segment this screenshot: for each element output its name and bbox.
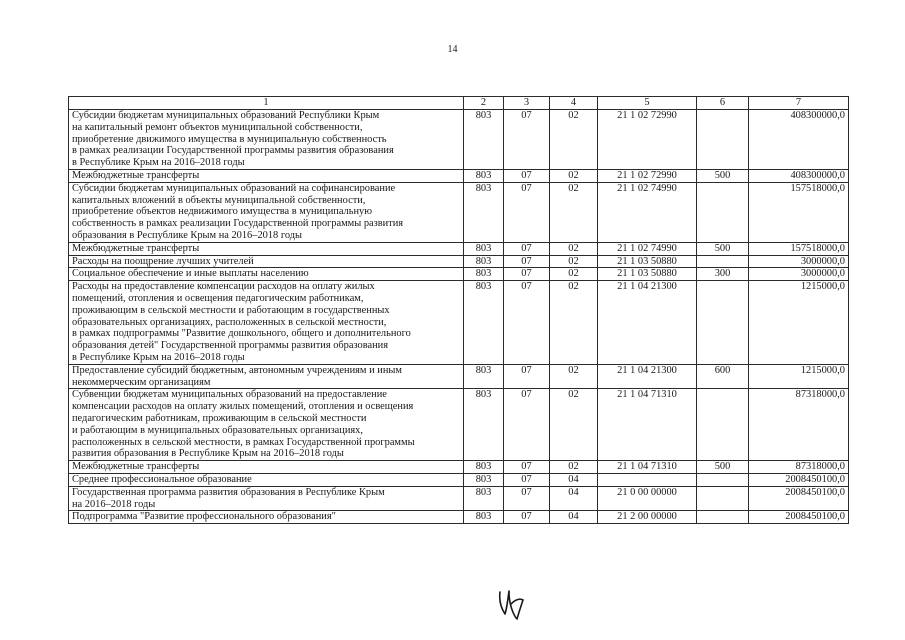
cell-admin-code: 803	[464, 170, 504, 183]
cell-admin-code: 803	[464, 281, 504, 365]
row-name	[69, 268, 464, 281]
cell-expense-type	[697, 486, 749, 511]
cell-target-article: 21 1 03 50880	[598, 255, 697, 268]
cell-target-article: 21 1 02 72990	[598, 170, 697, 183]
col-header-7: 7	[749, 97, 849, 110]
cell-section-code: 07	[504, 170, 550, 183]
cell-subsection-code: 02	[550, 389, 598, 461]
cell-target-article: 21 2 00 00000	[598, 511, 697, 524]
row-name	[69, 473, 464, 486]
cell-amount: 87318000,0	[749, 461, 849, 474]
row-name	[69, 389, 464, 461]
row-name-line: образования в Республике Крым на 2016–2018 годы	[72, 229, 302, 241]
table-row	[69, 182, 849, 242]
cell-amount: 3000000,0	[749, 255, 849, 268]
cell-expense-type: 600	[697, 364, 749, 389]
table-row	[69, 268, 849, 281]
cell-expense-type	[697, 255, 749, 268]
cell-target-article: 21 1 02 72990	[598, 110, 697, 170]
cell-subsection-code: 02	[550, 461, 598, 474]
cell-amount: 157518000,0	[749, 182, 849, 242]
row-name	[69, 486, 464, 511]
cell-subsection-code: 02	[550, 255, 598, 268]
cell-target-article: 21 1 03 50880	[598, 268, 697, 281]
cell-amount: 3000000,0	[749, 268, 849, 281]
cell-admin-code: 803	[464, 389, 504, 461]
cell-subsection-code: 02	[550, 364, 598, 389]
row-name-line: Расходы на предоставление компенсации расходов на оплату жилых	[72, 281, 375, 293]
table-row	[69, 110, 849, 170]
table-row	[69, 389, 849, 461]
cell-subsection-code: 02	[550, 170, 598, 183]
row-name-line: в Республике Крым на 2016–2018 годы	[72, 351, 245, 363]
cell-target-article: 21 1 02 74990	[598, 242, 697, 255]
cell-section-code: 07	[504, 486, 550, 511]
table-row	[69, 473, 849, 486]
row-name-line: Субвенции бюджетам муниципальных образований на предоставление	[72, 389, 387, 401]
row-name	[69, 511, 464, 524]
table-row	[69, 486, 849, 511]
cell-expense-type	[697, 281, 749, 365]
cell-expense-type	[697, 110, 749, 170]
cell-amount: 87318000,0	[749, 389, 849, 461]
cell-target-article: 21 1 04 21300	[598, 364, 697, 389]
row-name-line: Субсидии бюджетам муниципальных образований Республики Крым	[72, 110, 380, 121]
cell-section-code: 07	[504, 473, 550, 486]
handwritten-signature-mark	[497, 588, 527, 622]
cell-subsection-code: 02	[550, 242, 598, 255]
cell-section-code: 07	[504, 364, 550, 389]
row-name-line: в рамках подпрограммы "Развитие дошкольного, общего и дополнительного	[72, 328, 411, 340]
cell-subsection-code: 02	[550, 281, 598, 365]
row-name-line: педагогическим работникам, проживающим в сельской местности	[72, 412, 367, 424]
row-name-line: Субсидии бюджетам муниципальных образований на софинансирование	[72, 182, 396, 194]
cell-section-code: 07	[504, 242, 550, 255]
row-name-line: Предоставление субсидий бюджетным, автономным учреждениям и иным	[72, 364, 402, 376]
row-name-line: Государственная программа развития образования в Республике Крым	[72, 486, 385, 498]
cell-amount: 408300000,0	[749, 170, 849, 183]
cell-target-article: 21 1 04 21300	[598, 281, 697, 365]
row-name-line: на 2016–2018 годы	[72, 498, 156, 510]
row-name-line: в рамках реализации Государственной программы развития образования	[72, 145, 394, 157]
cell-amount: 2008450100,0	[749, 511, 849, 524]
cell-target-article: 21 0 00 00000	[598, 486, 697, 511]
col-header-6: 6	[697, 97, 749, 110]
table-row	[69, 281, 849, 365]
cell-amount: 2008450100,0	[749, 486, 849, 511]
row-name-line: расположенных в сельской местности, в рамках Государственной программы	[72, 436, 415, 448]
cell-expense-type	[697, 473, 749, 486]
col-header-1: 1	[69, 97, 464, 110]
cell-subsection-code: 04	[550, 473, 598, 486]
cell-target-article: 21 1 02 74990	[598, 182, 697, 242]
cell-amount: 157518000,0	[749, 242, 849, 255]
col-header-2: 2	[464, 97, 504, 110]
row-name-line: помещений, отопления и освещения педагогическим работникам,	[72, 292, 364, 304]
cell-admin-code: 803	[464, 182, 504, 242]
cell-section-code: 07	[504, 511, 550, 524]
cell-expense-type	[697, 389, 749, 461]
row-name-line: Социальное обеспечение и иные выплаты населению	[72, 268, 309, 280]
cell-target-article: 21 1 04 71310	[598, 461, 697, 474]
cell-admin-code: 803	[464, 268, 504, 281]
cell-expense-type	[697, 182, 749, 242]
cell-amount: 2008450100,0	[749, 473, 849, 486]
row-name-line: Межбюджетные трансферты	[72, 170, 200, 181]
cell-admin-code: 803	[464, 255, 504, 268]
budget-table	[68, 96, 849, 524]
cell-section-code: 07	[504, 110, 550, 170]
row-name	[69, 255, 464, 268]
cell-admin-code: 803	[464, 242, 504, 255]
cell-amount: 408300000,0	[749, 110, 849, 170]
cell-admin-code: 803	[464, 364, 504, 389]
row-name	[69, 461, 464, 474]
cell-target-article	[598, 473, 697, 486]
row-name-line: Межбюджетные трансферты	[72, 242, 200, 254]
row-name-line: развития образования в Республике Крым на 2016–2018 годы	[72, 448, 344, 460]
row-name-line: на капитальный ремонт объектов муниципальной собственности,	[72, 121, 363, 133]
row-name-line: Среднее профессиональное образование	[72, 473, 252, 485]
table-row	[69, 461, 849, 474]
row-name-line: приобретение движимого имущества в муниципальную собственность	[72, 133, 387, 145]
row-name-line: приобретение объектов недвижимого имущества в муниципальную	[72, 206, 372, 218]
cell-expense-type: 500	[697, 170, 749, 183]
row-name-line: образования детей" Государственной программы развития образования	[72, 340, 389, 352]
cell-expense-type: 500	[697, 242, 749, 255]
cell-section-code: 07	[504, 389, 550, 461]
cell-admin-code: 803	[464, 511, 504, 524]
row-name-line: некоммерческим организациям	[72, 376, 211, 388]
cell-amount: 1215000,0	[749, 364, 849, 389]
row-name-line: Расходы на поощрение лучших учителей	[72, 255, 254, 267]
row-name	[69, 110, 464, 170]
row-name	[69, 242, 464, 255]
cell-admin-code: 803	[464, 473, 504, 486]
cell-admin-code: 803	[464, 486, 504, 511]
cell-section-code: 07	[504, 281, 550, 365]
row-name-line: и работающим в муниципальных образовательных организациях,	[72, 424, 363, 436]
col-header-3: 3	[504, 97, 550, 110]
cell-section-code: 07	[504, 255, 550, 268]
cell-subsection-code: 02	[550, 268, 598, 281]
row-name-line: Подпрограмма "Развитие профессионального образования"	[72, 511, 336, 523]
row-name-line: Межбюджетные трансферты	[72, 461, 200, 473]
table-row	[69, 242, 849, 255]
row-name-line: проживающим в сельской местности и работающим в государственных	[72, 304, 390, 316]
col-header-5: 5	[598, 97, 697, 110]
cell-expense-type	[697, 511, 749, 524]
cell-target-article: 21 1 04 71310	[598, 389, 697, 461]
cell-expense-type: 500	[697, 461, 749, 474]
cell-subsection-code: 04	[550, 486, 598, 511]
table-row	[69, 170, 849, 183]
row-name-line: образовательных организациях, расположенных в сельской местности,	[72, 316, 387, 328]
cell-section-code: 07	[504, 182, 550, 242]
header-row	[69, 97, 849, 110]
row-name-line: компенсации расходов на оплату жилых помещений, отопления и освещения	[72, 401, 414, 413]
cell-admin-code: 803	[464, 110, 504, 170]
row-name	[69, 170, 464, 183]
cell-subsection-code: 02	[550, 182, 598, 242]
cell-amount: 1215000,0	[749, 281, 849, 365]
cell-expense-type: 300	[697, 268, 749, 281]
row-name	[69, 281, 464, 365]
cell-section-code: 07	[504, 461, 550, 474]
row-name-line: в Республике Крым на 2016–2018 годы	[72, 157, 245, 169]
col-header-4: 4	[550, 97, 598, 110]
table-row	[69, 511, 849, 524]
row-name-line: собственность в рамках реализации Государственной программы развития	[72, 218, 404, 230]
cell-admin-code: 803	[464, 461, 504, 474]
cell-subsection-code: 04	[550, 511, 598, 524]
row-name-line: капитальных вложений в объекты муниципальной собственности,	[72, 194, 366, 206]
cell-section-code: 07	[504, 268, 550, 281]
row-name	[69, 182, 464, 242]
row-name	[69, 364, 464, 389]
table-row	[69, 255, 849, 268]
page-number: 14	[447, 44, 458, 55]
table-row	[69, 364, 849, 389]
cell-subsection-code: 02	[550, 110, 598, 170]
